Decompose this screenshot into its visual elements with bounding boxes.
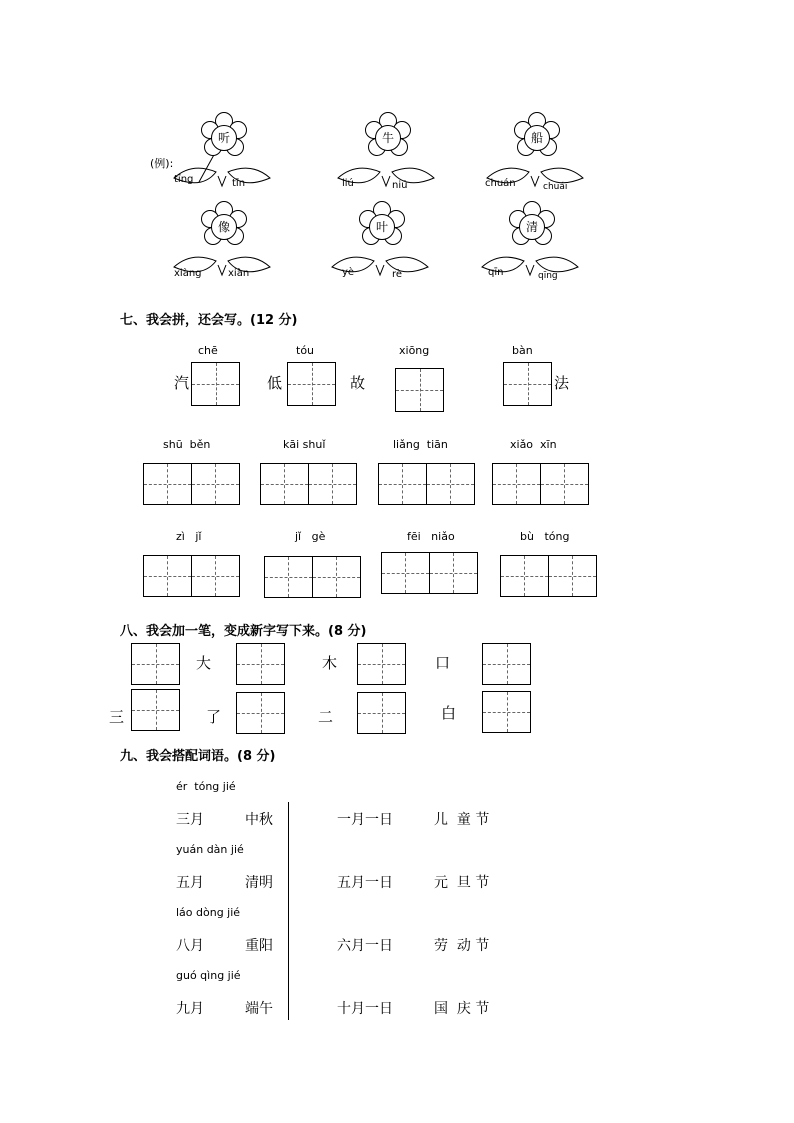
row2-pinyin: shū běn — [163, 438, 211, 451]
section-9-title: 九、我会搭配词语。(8 分) — [120, 749, 276, 764]
festival-pinyin: guó qìng jié — [176, 969, 241, 982]
right-leaf-pinyin: xiàn — [228, 268, 250, 279]
row3-pinyin: jǐ gè — [295, 530, 326, 543]
given-char: 白 — [441, 704, 457, 722]
section-8-title: 八、我会加一笔，变成新字写下来。(8 分) — [120, 624, 367, 639]
right-leaf-pinyin: chuái — [543, 182, 568, 192]
date-item[interactable]: 十月一日 — [337, 1001, 393, 1017]
flower-char: 牛 — [375, 125, 401, 151]
row3-pinyin: bù tóng — [520, 530, 570, 543]
writing-box-double[interactable] — [264, 556, 361, 598]
given-char: 二 — [318, 708, 334, 726]
festival-pinyin: láo dòng jié — [176, 906, 241, 919]
writing-box-double[interactable] — [381, 552, 478, 594]
writing-box[interactable] — [131, 689, 180, 731]
right-leaf-pinyin: niú — [392, 180, 408, 191]
festival-item[interactable]: 重阳 — [245, 938, 273, 954]
row1-prefix-char: 故 — [350, 374, 366, 392]
month-item[interactable]: 三月 — [176, 812, 204, 828]
right-leaf-pinyin: rè — [392, 269, 403, 280]
festival-name-item[interactable]: 元 旦 节 — [434, 875, 490, 891]
month-item[interactable]: 八月 — [176, 938, 204, 954]
left-leaf-pinyin: yè — [342, 267, 355, 278]
left-leaf-pinyin: qīn — [488, 267, 504, 278]
row1-prefix-char: 低 — [267, 374, 283, 392]
given-char: 了 — [206, 708, 222, 726]
row2-pinyin: liǎng tiān — [393, 438, 448, 451]
flower-item — [480, 205, 580, 285]
given-char: 口 — [435, 654, 451, 672]
festival-pinyin: yuán dàn jié — [176, 843, 244, 856]
flower-char: 像 — [211, 214, 237, 240]
writing-box[interactable] — [131, 643, 180, 685]
flower-icon — [366, 116, 408, 158]
right-leaf-pinyin: qīng — [538, 271, 558, 281]
left-leaf-pinyin: chuán — [485, 178, 516, 189]
given-char: 三 — [109, 708, 125, 726]
writing-box-double[interactable] — [378, 463, 475, 505]
row3-pinyin: zì jǐ — [176, 530, 202, 543]
writing-box[interactable] — [287, 362, 336, 406]
writing-box-double[interactable] — [260, 463, 357, 505]
writing-box-double[interactable] — [143, 463, 240, 505]
writing-box[interactable] — [503, 362, 552, 406]
writing-box[interactable] — [482, 691, 531, 733]
date-item[interactable]: 一月一日 — [337, 812, 393, 828]
row1-pinyin: xiōng — [399, 344, 430, 357]
flower-char: 叶 — [369, 214, 395, 240]
left-leaf-pinyin: liú — [342, 178, 354, 189]
flower-icon — [202, 205, 244, 247]
festival-item[interactable]: 端午 — [245, 1001, 273, 1017]
right-leaf-pinyin: tīn — [232, 178, 246, 189]
festival-pinyin: ér tóng jié — [176, 780, 236, 793]
row2-pinyin: kāi shuǐ — [283, 438, 326, 451]
row1-suffix-char: 法 — [554, 374, 570, 392]
flower-char: 听 — [211, 125, 237, 151]
festival-name-item[interactable]: 劳 动 节 — [434, 938, 490, 954]
row3-pinyin: fēi niǎo — [407, 530, 455, 543]
flower-item — [336, 116, 436, 196]
row1-prefix-char: 汽 — [174, 374, 190, 392]
festival-name-item[interactable]: 儿 童 节 — [434, 812, 490, 828]
divider-line — [288, 802, 289, 1020]
writing-box[interactable] — [236, 643, 285, 685]
flower-item — [485, 116, 585, 196]
flower-item — [172, 116, 272, 196]
festival-item[interactable]: 中秋 — [245, 812, 273, 828]
festival-item[interactable]: 清明 — [245, 875, 273, 891]
writing-box-double[interactable] — [492, 463, 589, 505]
flower-icon — [510, 205, 552, 247]
writing-box[interactable] — [191, 362, 240, 406]
writing-box[interactable] — [357, 692, 406, 734]
flower-icon — [202, 116, 244, 158]
left-leaf-pinyin: tīng — [174, 174, 194, 185]
flower-char: 船 — [524, 125, 550, 151]
writing-box[interactable] — [357, 643, 406, 685]
writing-box[interactable] — [482, 643, 531, 685]
writing-box[interactable] — [236, 692, 285, 734]
writing-box[interactable] — [395, 368, 444, 412]
given-char: 大 — [196, 654, 212, 672]
festival-name-item[interactable]: 国 庆 节 — [434, 1001, 490, 1017]
month-item[interactable]: 九月 — [176, 1001, 204, 1017]
flower-icon — [360, 205, 402, 247]
writing-box-double[interactable] — [500, 555, 597, 597]
flower-icon — [515, 116, 557, 158]
date-item[interactable]: 六月一日 — [337, 938, 393, 954]
row1-pinyin: tóu — [296, 344, 315, 357]
row1-pinyin: chē — [198, 344, 218, 357]
date-item[interactable]: 五月一日 — [337, 875, 393, 891]
row1-pinyin: bàn — [512, 344, 533, 357]
writing-box-double[interactable] — [143, 555, 240, 597]
given-char: 木 — [322, 654, 338, 672]
section-7-title: 七、我会拼，还会写。(12 分) — [120, 313, 298, 328]
left-leaf-pinyin: xiàng — [174, 268, 202, 279]
example-label: (例): — [150, 157, 174, 170]
flower-item — [172, 205, 272, 285]
row2-pinyin: xiǎo xīn — [510, 438, 557, 451]
flower-char: 清 — [519, 214, 545, 240]
flower-item — [330, 205, 430, 285]
month-item[interactable]: 五月 — [176, 875, 204, 891]
